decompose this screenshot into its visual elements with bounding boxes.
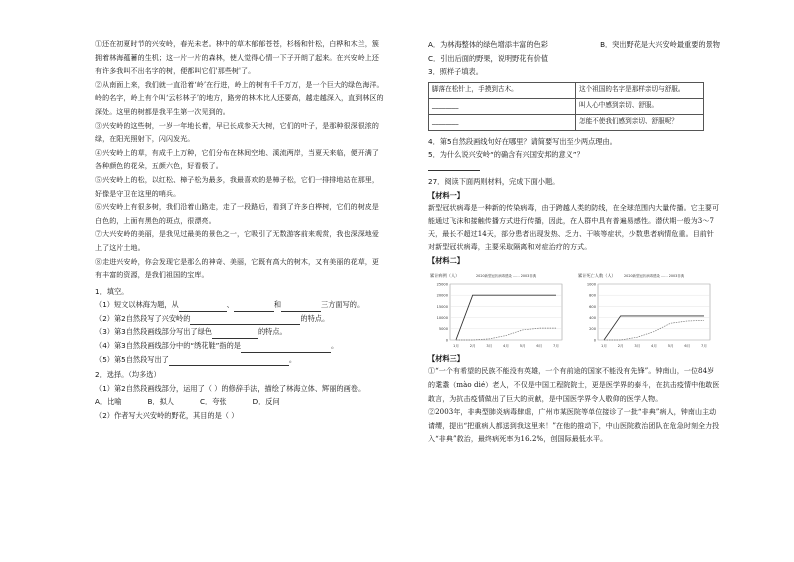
chart-title: 累计病例（人） bbox=[430, 272, 460, 278]
y-tick-label: 200 bbox=[589, 326, 596, 331]
q1-4-text: （4）第3自然段画线部分中的“绣花鞋”指的是 bbox=[95, 341, 241, 351]
question-2-title: 2．选择。（均多选） bbox=[95, 370, 161, 380]
material-3-para-1: ①“一个有希望的民族不能没有英雄，一个有前途的国家不能没有先锋”。钟南山，一位84岁的耄耋（mào dié）老人，不仅是中国工程院院士，更是医学界的泰斗，在抗击疫情中他敢医敢言，为抗击疫情做出了巨大的贡献，是中国医学界令人敬仰的医学人物。 bbox=[428, 367, 720, 403]
material-3-para-2: ②2003年，非典型肺炎病毒肆虐，广州市某医院等单位接诊了一批“非典”病人，钟南山主动请缨，提出“把重病人都送到我这里来！”在他的推动下，中山医院救治团队在危急时刻全力投入“非典”救治，最终病死率为16.2%，创国际最低水平。 bbox=[428, 408, 720, 444]
y-tick-label: 600 bbox=[589, 304, 596, 309]
paragraph-5: ⑤兴安岭上的松，以红松、樟子松为最多，我最喜欢的是樟子松，它们一排排地站在那里，好像是守卫在这里的哨兵。 bbox=[95, 175, 379, 198]
question-1-item-2 bbox=[95, 312, 385, 326]
question-2-item-2: （2）作者写大兴安岭的野花，其目的是（ ） bbox=[95, 411, 239, 421]
right-column bbox=[428, 38, 720, 447]
question-3-title: 3．照样子填表。 bbox=[428, 67, 483, 77]
material-1-title: 【材料一】 bbox=[428, 190, 464, 200]
question-1-title: 1．填空。 bbox=[95, 286, 129, 296]
q1-2-blank[interactable] bbox=[190, 315, 300, 325]
question-1-item-5 bbox=[95, 353, 385, 367]
question-2-item-1: （1）第2自然段画线部分，运用了（ ）的修辞手法，描绘了林海立体、辉丽的画卷。 bbox=[95, 383, 366, 393]
q2-options-row bbox=[428, 38, 720, 52]
question-27: 27．阅读下面两则材料，完成下面小题。 bbox=[428, 176, 560, 186]
x-tick-label: 6月 bbox=[684, 343, 691, 348]
table-row bbox=[429, 114, 704, 130]
option-d[interactable]: D．反问 bbox=[252, 397, 280, 407]
q1-1-and: 和 bbox=[273, 300, 282, 310]
q1-2-text: （2）第2自然段写了兴安岭的 bbox=[95, 313, 191, 323]
chart-cases bbox=[428, 270, 566, 350]
series-line-1 bbox=[456, 328, 556, 340]
chart-cases-svg bbox=[428, 270, 566, 350]
chart-deaths bbox=[576, 270, 714, 350]
paragraph-1: ①还在初夏时节的兴安岭，春光未老。林中的草木郁郁苍苍，杉杨和针松，白桦和木兰，簇拥着林海蕴蓄的生机；这一片一片的森林，使人觉得心情一下子开朗了起来。在兴安岭上还有许多我叫不出名字的树，便都叫它们'那些树'了。 bbox=[95, 40, 379, 76]
fill-table bbox=[428, 82, 704, 131]
y-tick-label: 400 bbox=[589, 315, 596, 320]
series-line-1 bbox=[604, 320, 704, 340]
chart-legend: 2020新型冠状病毒感染 …… 2003非典 bbox=[476, 273, 537, 278]
charts-row bbox=[428, 270, 720, 350]
x-tick-label: 7月 bbox=[553, 343, 559, 348]
x-tick-label: 4月 bbox=[503, 343, 509, 348]
paragraph-2: ②从南面上来，我们就一直沿着‘岭’在行进，岭上的树有千千万万，是一个巨大的绿色海洋。岭的名字，岭上有个叫‘云杉林子’的地方，路旁的林木比人还要高，越走越深入，直到林区的深处。这里的树都是我平生第一次见到的。 bbox=[95, 80, 384, 116]
table-cell-right: 叫人心中感到亲切、舒服。 bbox=[576, 98, 704, 114]
y-tick-label: 25000 bbox=[436, 282, 448, 287]
q1-3-end: 的特点。 bbox=[257, 327, 287, 337]
table-cell-left-blank[interactable]: ________ bbox=[429, 114, 576, 130]
option-b[interactable]: B．拟人 bbox=[147, 397, 174, 407]
x-tick-label: 1月 bbox=[601, 343, 607, 348]
q1-1-blank-c[interactable] bbox=[281, 302, 321, 312]
q1-1-blank-b[interactable] bbox=[234, 302, 274, 312]
x-tick-label: 5月 bbox=[667, 343, 674, 348]
q1-2-end: 的特点。 bbox=[300, 313, 330, 323]
x-tick-label: 2月 bbox=[469, 343, 476, 348]
table-row bbox=[429, 98, 704, 114]
q1-5-text: （5）第5自然段写出了 bbox=[95, 354, 169, 364]
question-1-item-1 bbox=[95, 298, 385, 312]
q1-3-blank[interactable] bbox=[212, 329, 258, 339]
paragraph-6: ⑥兴安岭上有很多树，我们沿着山路走，走了一段路后，看到了许多白桦树，它们的树皮是白色的，上面有黑色的斑点，很漂亮。 bbox=[95, 203, 379, 225]
table-cell-left-blank[interactable]: ________ bbox=[429, 98, 576, 114]
q2-option-b[interactable]: B．突出野花是大兴安岭最重要的景物 bbox=[600, 40, 720, 49]
question-1-item-4 bbox=[95, 339, 385, 353]
q1-1-sep: 、 bbox=[226, 300, 234, 310]
q2-option-c[interactable]: C．引出后面的野果，说明野花有价值 bbox=[428, 53, 549, 63]
question-2-options bbox=[95, 395, 385, 409]
q1-1-text: （1）短文以林海为题，从 bbox=[95, 300, 179, 310]
series-line-0 bbox=[604, 316, 704, 340]
y-tick-label: 0 bbox=[593, 338, 596, 343]
q1-4-blank[interactable] bbox=[241, 343, 331, 353]
chart-title: 累计死亡人数（人） bbox=[578, 272, 616, 278]
y-tick-label: 0 bbox=[445, 338, 448, 343]
table-cell-right: 这个祖国的名字是那样亲切与舒服。 bbox=[576, 82, 704, 98]
left-column bbox=[95, 38, 385, 423]
material-1-text: 新型冠状病毒是一种新的传染病毒，由于跨越人类的防线，在全球范围内大量传播。它主要可能通过飞沫和接触传播方式进行传播，因此，在人群中具有普遍易感性。潜伏期一般为3～7天，最长不超过14天，部分患者出现发热、乏力、干咳等症状，少数患者病情危重。目前针对新型冠状病毒，主要采取隔离和对症治疗的方式。 bbox=[428, 204, 720, 252]
q1-5-blank[interactable] bbox=[169, 356, 289, 366]
option-a[interactable]: A．比喻 bbox=[95, 397, 122, 407]
y-tick-label: 15000 bbox=[436, 304, 448, 309]
q2-option-a[interactable]: A．为林海整体的绿色增添丰富的色彩 bbox=[428, 40, 548, 49]
y-tick-label: 800 bbox=[589, 293, 596, 298]
option-c[interactable]: C．夸张 bbox=[199, 397, 227, 407]
table-cell-left: 脚落在松针上，手摸到古木。 bbox=[429, 82, 576, 98]
q1-3-text: （3）第3自然段画线部分写出了绿色 bbox=[95, 327, 212, 337]
y-tick-label: 20000 bbox=[436, 293, 448, 298]
y-tick-label: 5000 bbox=[438, 326, 448, 331]
y-tick-label: 10000 bbox=[436, 315, 448, 320]
x-tick-label: 4月 bbox=[651, 343, 657, 348]
x-tick-label: 2月 bbox=[617, 343, 624, 348]
x-tick-label: 3月 bbox=[486, 343, 493, 348]
q1-4-end: 。 bbox=[330, 341, 339, 351]
material-3-title: 【材料三】 bbox=[428, 353, 464, 363]
chart-deaths-svg bbox=[576, 270, 714, 350]
question-1-item-3 bbox=[95, 325, 385, 339]
q1-1-end: 三方面写的。 bbox=[321, 300, 365, 310]
x-tick-label: 6月 bbox=[536, 343, 543, 348]
question-4: 4．第5自然段画线句好在哪里？请简要写出至少两点理由。 bbox=[428, 136, 617, 146]
x-tick-label: 7月 bbox=[701, 343, 707, 348]
table-cell-right: 怎能不使我们感到亲切、舒服呢？ bbox=[576, 114, 704, 130]
paragraph-4: ④兴安岭上的草，有成千上万种，它们分布在林间空地、溪流两岸，当夏天来临，便开满了各种颜色的花朵，五颜六色，好看极了。 bbox=[95, 148, 379, 171]
chart-legend: 2020新型冠状病毒感染 …… 2003非典 bbox=[624, 273, 685, 278]
q1-1-blank-a[interactable] bbox=[179, 302, 227, 312]
x-tick-label: 1月 bbox=[453, 343, 459, 348]
q1-5-end: 。 bbox=[288, 354, 297, 364]
table-row bbox=[429, 82, 704, 98]
x-tick-label: 5月 bbox=[519, 343, 526, 348]
material-2-title: 【材料二】 bbox=[428, 256, 464, 266]
question-5: 5．为什么说兴安岭“的确含有兴国安邦的意义”？ bbox=[428, 150, 584, 160]
paragraph-3: ③兴安岭的这些树，一岁一年地长着，早已长成参天大树，它们的叶子，是那种很深很浓的绿，在阳光照射下，闪闪发光。 bbox=[95, 121, 379, 144]
y-tick-label: 1000 bbox=[586, 282, 596, 287]
paragraph-7: ⑦大兴安岭的美丽，是我见过最美的景色之一，它吸引了无数游客前来观赏，我也深深地爱上了这片土地。 bbox=[95, 230, 379, 252]
x-tick-label: 3月 bbox=[634, 343, 641, 348]
paragraph-8: ⑧走进兴安岭，你会发现它是那么的神奇、美丽，它既有高大的树木，又有美丽的花草，更有丰富的资源，是我们祖国的宝库。 bbox=[95, 257, 379, 280]
answer-line[interactable] bbox=[428, 164, 480, 171]
